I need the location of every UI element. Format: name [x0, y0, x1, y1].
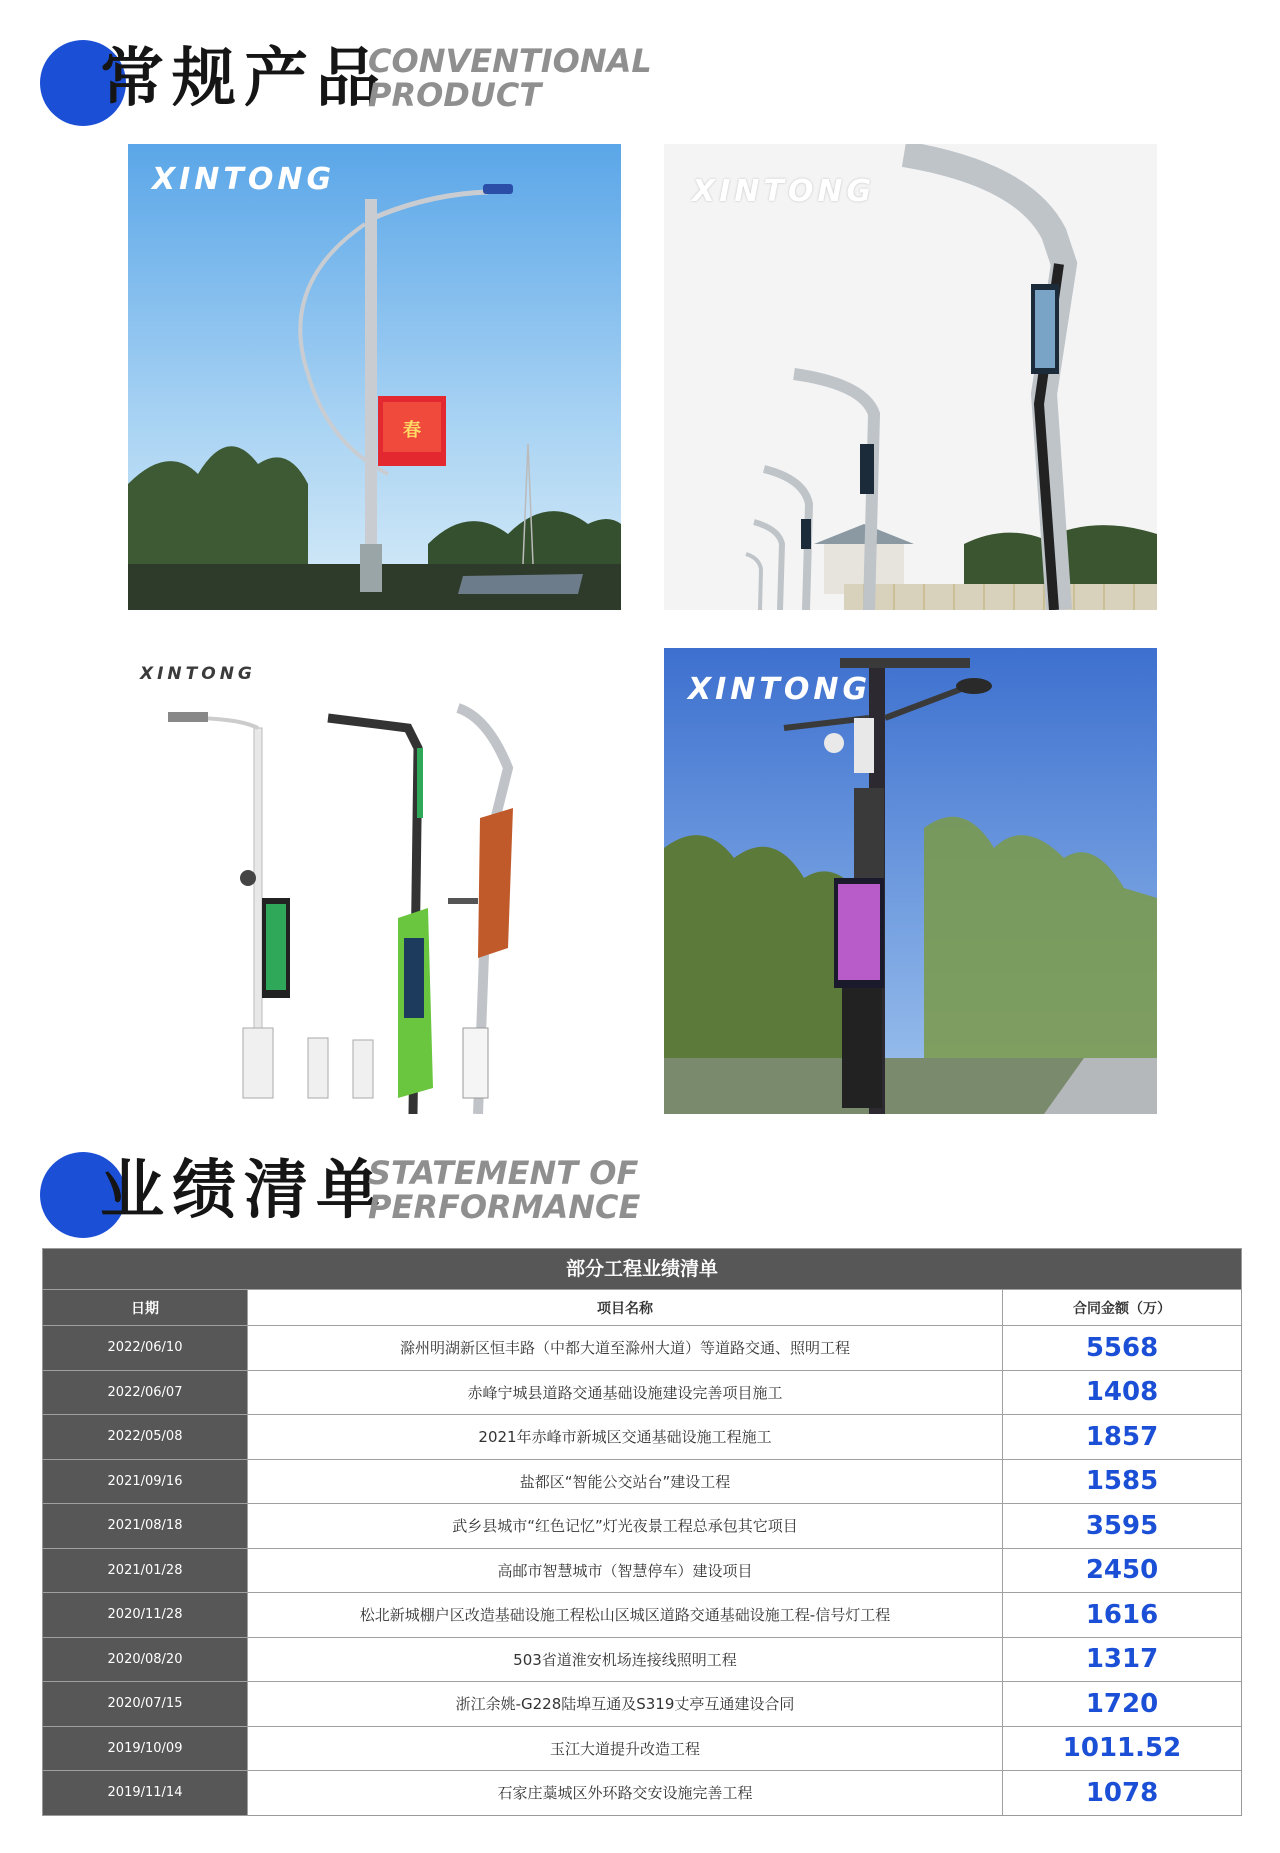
table-body	[43, 1325, 1241, 1815]
products-title-en	[368, 44, 652, 112]
table-row	[43, 1370, 1241, 1415]
performance-title-en	[368, 1156, 640, 1224]
row-project-name: 松北新城棚户区改造基础设施工程松山区城区道路交通基础设施工程-信号灯工程	[247, 1593, 1003, 1637]
row-date: 2021/01/28	[43, 1549, 247, 1593]
table-row	[43, 1548, 1241, 1593]
product-image-1	[128, 144, 621, 610]
row-amount-cell	[1003, 1771, 1241, 1815]
row-project-name: 武乡县城市“红色记忆”灯光夜景工程总承包其它项目	[247, 1504, 1003, 1548]
performance-table	[42, 1248, 1242, 1816]
products-title-en-line2: PRODUCT	[368, 76, 542, 114]
smart-pole-three-models-illustration	[128, 648, 621, 1114]
row-date: 2020/08/20	[43, 1638, 247, 1682]
table-row	[43, 1592, 1241, 1637]
row-project-name: 浙江余姚-G228陆埠互通及S319丈亭互通建设合同	[247, 1682, 1003, 1726]
brand-logo-4: XINTONG	[688, 672, 872, 707]
products-section-header	[40, 30, 740, 130]
svg-text:春: 春	[403, 420, 421, 441]
row-amount-cell	[1003, 1593, 1241, 1637]
row-date: 2020/07/15	[43, 1682, 247, 1726]
row-contract-amount: 1078	[1085, 1777, 1159, 1808]
brand-logo-1: XINTONG	[152, 162, 336, 197]
row-amount-cell	[1003, 1371, 1241, 1415]
header-project-name: 项目名称	[247, 1290, 1003, 1325]
table-title: 部分工程业绩清单	[43, 1249, 1241, 1289]
brand-logo-2: XINTONG	[692, 174, 876, 209]
row-contract-amount: 2450	[1085, 1555, 1159, 1586]
row-date: 2021/08/18	[43, 1504, 247, 1548]
performance-title-en-line1: STATEMENT OF	[368, 1154, 639, 1192]
row-project-name: 2021年赤峰市新城区交通基础设施工程施工	[247, 1415, 1003, 1459]
smart-pole-roadside-illustration	[664, 648, 1157, 1114]
row-date: 2022/06/07	[43, 1371, 247, 1415]
row-amount-cell	[1003, 1638, 1241, 1682]
table-row	[43, 1637, 1241, 1682]
row-contract-amount: 1857	[1085, 1421, 1159, 1452]
row-contract-amount: 1011.52	[1062, 1733, 1182, 1764]
row-amount-cell	[1003, 1727, 1241, 1771]
row-amount-cell	[1003, 1460, 1241, 1504]
table-row	[43, 1726, 1241, 1771]
row-amount-cell	[1003, 1326, 1241, 1370]
product-image-2	[664, 144, 1157, 610]
row-project-name: 503省道淮安机场连接线照明工程	[247, 1638, 1003, 1682]
row-amount-cell	[1003, 1549, 1241, 1593]
row-contract-amount: 1317	[1085, 1644, 1159, 1675]
row-contract-amount: 3595	[1085, 1510, 1159, 1541]
table-header-row	[43, 1289, 1241, 1325]
row-date: 2022/06/10	[43, 1326, 247, 1370]
products-title-en-line1: CONVENTIONAL	[368, 42, 652, 80]
product-image-3	[128, 648, 621, 1114]
header-date: 日期	[43, 1290, 247, 1325]
row-project-name: 高邮市智慧城市（智慧停车）建设项目	[247, 1549, 1003, 1593]
product-image-4	[664, 648, 1157, 1114]
header-contract-amount: 合同金额（万）	[1003, 1290, 1241, 1325]
smart-pole-curved-row-illustration	[664, 144, 1157, 610]
performance-section-header	[40, 1142, 740, 1242]
row-amount-cell	[1003, 1415, 1241, 1459]
row-date: 2019/11/14	[43, 1771, 247, 1815]
table-row	[43, 1681, 1241, 1726]
row-project-name: 玉江大道提升改造工程	[247, 1727, 1003, 1771]
table-row	[43, 1459, 1241, 1504]
row-contract-amount: 5568	[1085, 1332, 1159, 1363]
row-contract-amount: 1585	[1085, 1466, 1159, 1497]
row-amount-cell	[1003, 1682, 1241, 1726]
table-row	[43, 1325, 1241, 1370]
table-row	[43, 1503, 1241, 1548]
smart-pole-sky-illustration	[128, 144, 621, 610]
products-title-cn: 常规产品	[100, 42, 388, 116]
performance-title-cn: 业绩清单	[100, 1154, 388, 1228]
row-contract-amount: 1616	[1085, 1599, 1159, 1630]
table-row	[43, 1770, 1241, 1815]
brand-logo-3: XINTONG	[140, 664, 256, 684]
row-project-name: 石家庄藁城区外环路交安设施完善工程	[247, 1771, 1003, 1815]
row-project-name: 盐都区“智能公交站台”建设工程	[247, 1460, 1003, 1504]
row-date: 2019/10/09	[43, 1727, 247, 1771]
row-contract-amount: 1720	[1085, 1688, 1159, 1719]
row-project-name: 滁州明湖新区恒丰路（中都大道至滁州大道）等道路交通、照明工程	[247, 1326, 1003, 1370]
performance-title-en-line2: PERFORMANCE	[368, 1188, 641, 1226]
row-contract-amount: 1408	[1085, 1377, 1159, 1408]
row-amount-cell	[1003, 1504, 1241, 1548]
row-project-name: 赤峰宁城县道路交通基础设施建设完善项目施工	[247, 1371, 1003, 1415]
row-date: 2021/09/16	[43, 1460, 247, 1504]
row-date: 2022/05/08	[43, 1415, 247, 1459]
table-row	[43, 1414, 1241, 1459]
row-date: 2020/11/28	[43, 1593, 247, 1637]
